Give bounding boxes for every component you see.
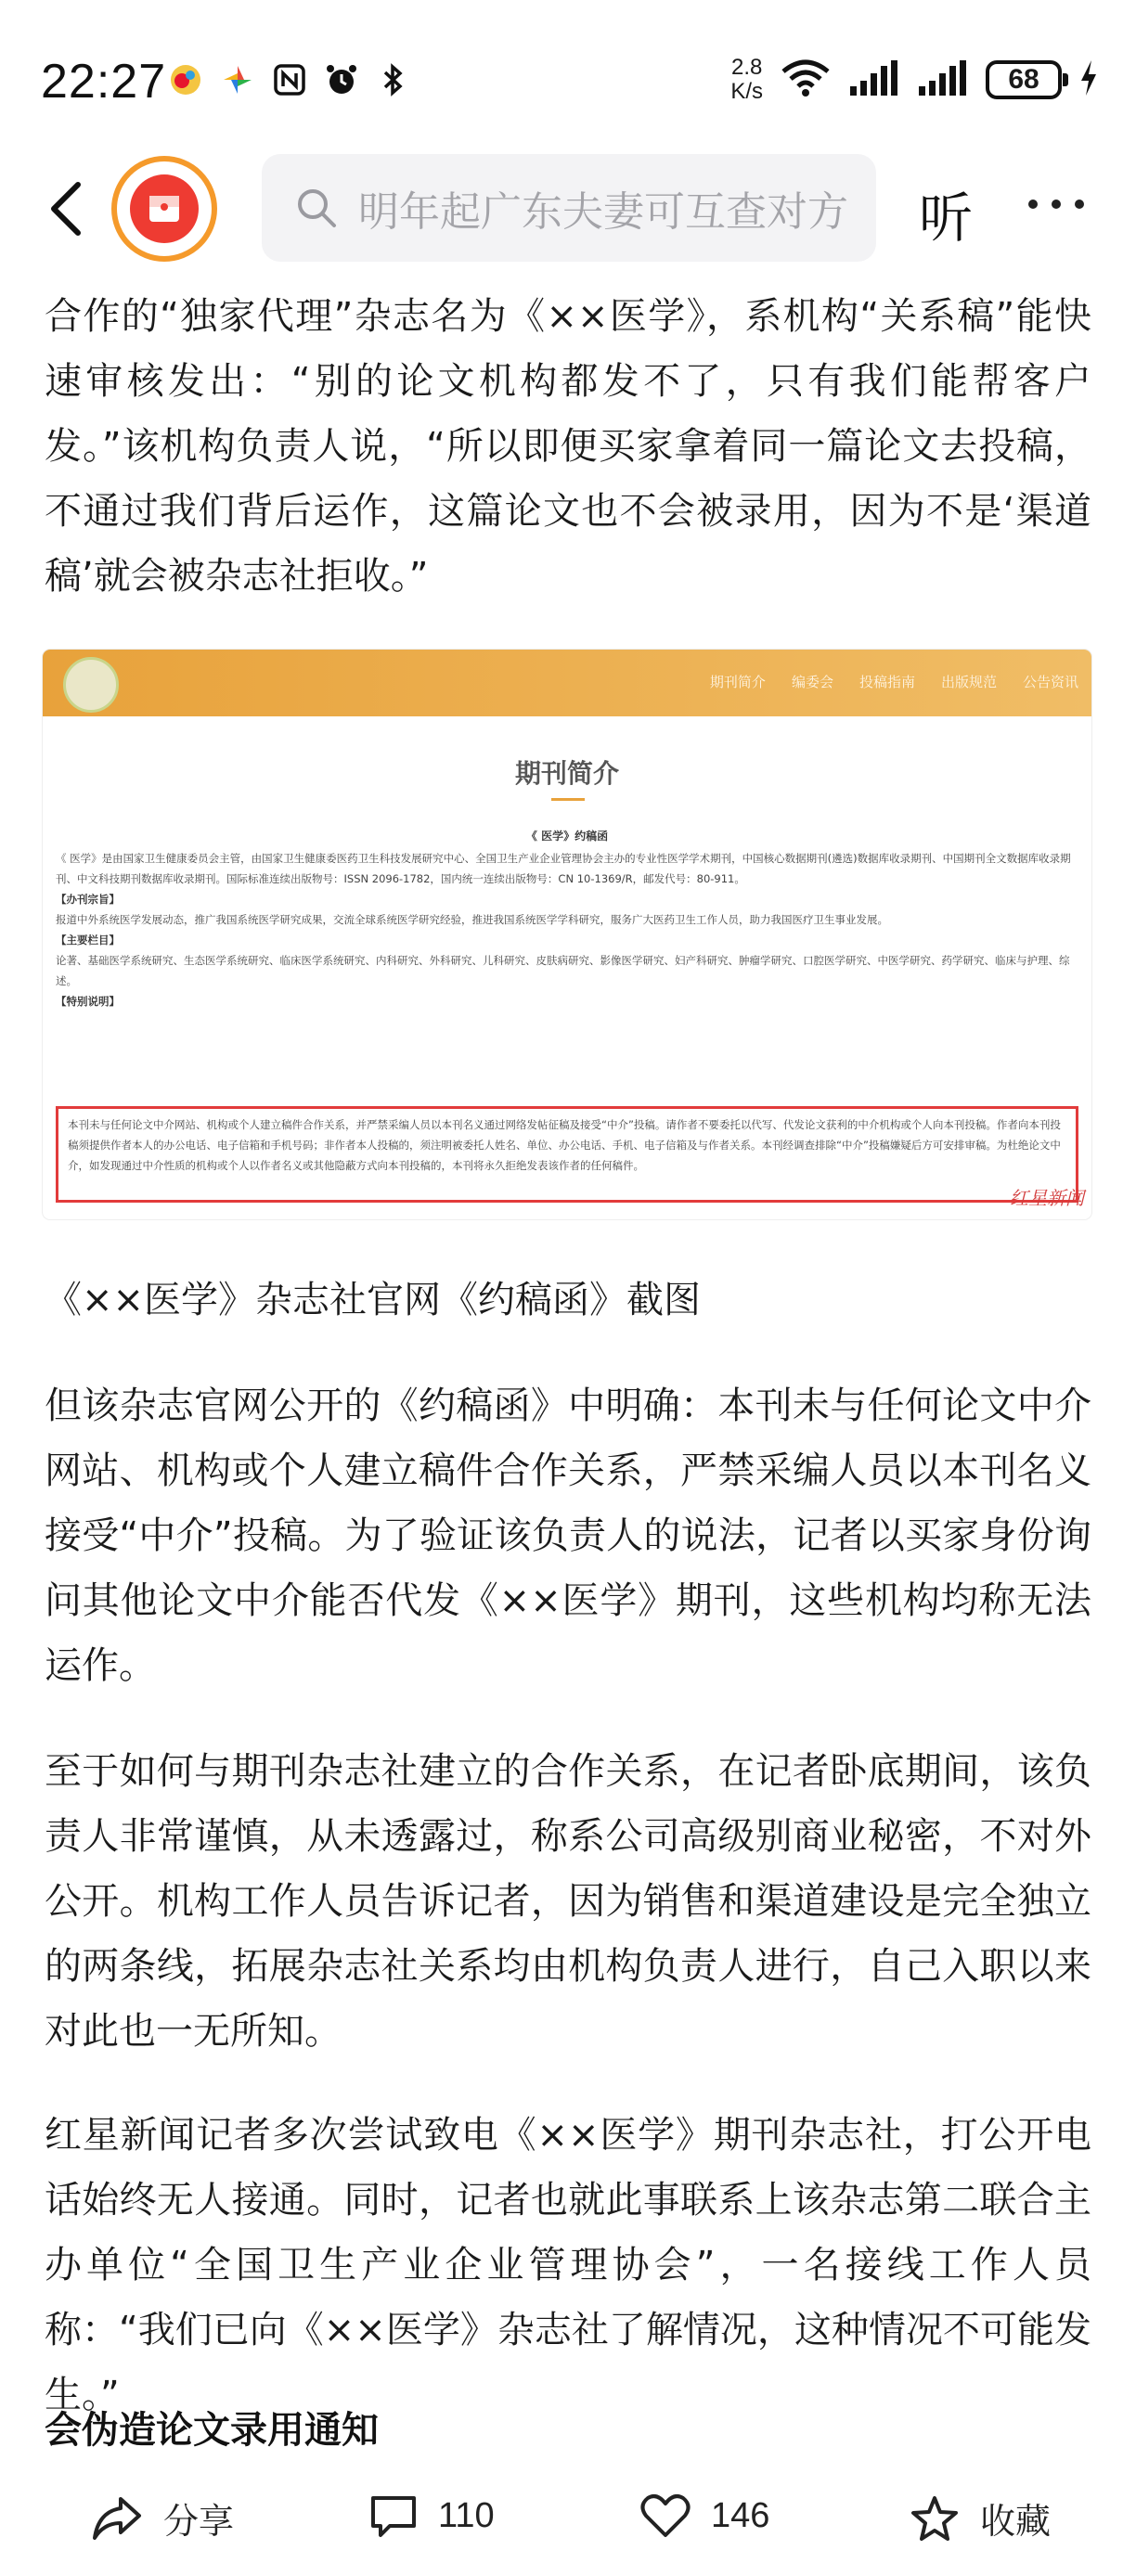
search-placeholder: 明年起广东夫妻可互查对方 (358, 188, 848, 236)
charging-icon (1078, 58, 1099, 101)
favorite-button[interactable] (910, 2492, 1051, 2544)
status-bar (0, 0, 1136, 158)
article-paragraph-4: 红星新闻记者多次尝试致电《××医学》期刊杂志社，打公开电话始终无人接通。同时，记者也就此事联系上该杂志第二联合主办单位“全国卫生产业企业管理协会”，一名接线工作人员称：“我们已向《××医学》杂志社了解情况，这种情况不可能发生。” (45, 2114, 1091, 2416)
article-subheading: 会伪造论文录用通知 (45, 2409, 379, 2452)
weibo-icon (167, 61, 204, 98)
back-button[interactable] (37, 176, 93, 241)
embed-site-nav (710, 672, 1078, 691)
embed-subtitle: 《 医学》约稿函 (525, 830, 609, 843)
favorite-label: 收藏 (980, 2503, 1052, 2542)
embed-section-text: 论著、基础医学系统研究、生态医学系统研究、临床医学系统研究、内科研究、外科研究、儿科研究、皮肤病研究、影像医学研究、妇产科研究、肿瘤学研究、口腔医学研究、中医学研究、药学研究、临床与护理、综述。 (56, 954, 1070, 987)
article-paragraph-2: 但该杂志官网公开的《约稿函》中明确：本刊未与任何论文中介网站、机构或个人建立稿件合作关系，严禁采编人员以本刊名义接受“中介”投稿。为了验证该负责人的说法，记者以买家身份询问其他论文中介能否代发《××医学》期刊，这些机构均称无法运作。 (45, 1385, 1091, 1687)
wifi-icon (780, 58, 832, 101)
share-icon (91, 2495, 143, 2542)
network-speed-value: 2.8 (730, 55, 763, 80)
embed-nav-item: 投稿指南 (858, 674, 915, 690)
heart-icon (640, 2492, 691, 2539)
app-pinwheel-icon (219, 61, 256, 98)
article-image[interactable] (43, 650, 1091, 1219)
search-icon (295, 187, 338, 229)
battery-level: 68 (1008, 64, 1039, 95)
more-dot-icon (1028, 200, 1038, 209)
embed-watermark: 红星新闻 (1010, 1187, 1084, 1209)
embed-intro: 《 医学》是由国家卫生健康委员会主管，由国家卫生健康委医药卫生科技发展研究中心、全国卫生产业企业管理协会主办的专业性医学学术期刊，中国核心数据期刊(遴选)数据库收录期刊、中国期刊全文数据库收录期刊、中文科技期刊数据库收录期刊。国际标准连续出版物号：ISSN 2096-1782，国内统一连续出版物号：CN 10-1369/R，邮发代号：80-911。 (56, 852, 1071, 885)
status-time: 22:27 (41, 55, 167, 109)
embed-title-underline (551, 798, 585, 801)
embed-section-heading: 【主要栏目】 (56, 934, 120, 947)
share-label: 分享 (163, 2503, 235, 2542)
embed-section-heading: 【特别说明】 (56, 995, 120, 1008)
embed-section-heading: 【办刊宗旨】 (56, 893, 120, 906)
embed-site-header (43, 650, 1091, 716)
share-button[interactable] (91, 2492, 234, 2544)
network-speed-unit: K/s (730, 79, 763, 104)
signal-icon-sim1 (848, 58, 900, 101)
status-system-icons (730, 56, 1099, 104)
embed-nav-item: 编委会 (791, 674, 833, 690)
app-logo-icon (130, 174, 199, 243)
signal-icon-sim2 (917, 58, 969, 101)
image-caption: 《××医学》杂志社官网《约稿函》截图 (45, 1279, 702, 1321)
more-dot-icon (1052, 200, 1061, 209)
article-paragraph-1: 合作的“独家代理”杂志名为《××医学》，系机构“关系稿”能快速审核发出：“别的论文机构都发不了，只有我们能帮客户发。”该机构负责人说，“所以即便买家拿着同一篇论文去投稿，不通过我们背后运作，这篇论文也不会被录用，因为不是‘渠道稿’就会被杂志社拒收。” (45, 295, 1091, 598)
journal-logo (63, 657, 119, 713)
embed-title: 期刊简介 (514, 758, 619, 789)
embed-nav-item: 公告资讯 (1022, 674, 1078, 690)
embed-nav-item: 出版规范 (940, 674, 997, 690)
status-notification-icons (167, 61, 412, 98)
bluetooth-icon (375, 61, 412, 98)
nfc-icon (271, 61, 308, 98)
embed-body (56, 848, 1077, 1011)
article-paragraph-3: 至于如何与期刊杂志社建立的合作关系，在记者卧底期间，该负责人非常谨慎，从未透露过，称系公司高级别商业秘密，不对外公开。机构工作人员告诉记者，因为销售和渠道建设是完全独立的两条线，拓展杂志社关系均由机构负责人进行，自己入职以来对此也一无所知。 (45, 1750, 1091, 2053)
more-dot-icon (1075, 200, 1084, 209)
comment-button[interactable] (369, 2492, 495, 2539)
more-options-button[interactable] (1028, 176, 1084, 232)
bottom-action-bar (0, 2468, 1136, 2576)
star-icon (910, 2494, 960, 2543)
listen-button[interactable]: 听 (919, 187, 974, 250)
alarm-icon (323, 61, 360, 98)
chevron-left-icon (46, 179, 84, 238)
top-nav-bar (0, 148, 1136, 269)
network-speed (730, 56, 763, 104)
app-logo[interactable] (111, 156, 217, 262)
comment-count: 110 (438, 2495, 495, 2535)
comment-icon (369, 2492, 418, 2539)
like-count: 146 (711, 2495, 770, 2535)
search-bar[interactable] (262, 154, 876, 262)
like-button[interactable] (640, 2492, 769, 2539)
battery-indicator (986, 60, 1062, 99)
embed-nav-item: 期刊简介 (709, 674, 766, 690)
embed-section-text: 报道中外系统医学发展动态，推广我国系统医学研究成果，交流全球系统医学研究经验，推进我国系统医学学科研究，服务广大医药卫生工作人员，助力我国医疗卫生事业发展。 (56, 913, 888, 926)
embed-highlight-box: 本刊未与任何论文中介网站、机构或个人建立稿件合作关系，并严禁采编人员以本刊名义通过网络发帖征稿及接受“中介”投稿。请作者不要委托以代写、代发论文获利的中介机构或个人向本刊投稿。作者向本刊投稿须提供作者本人的办公电话、电子信箱和手机号码；非作者本人投稿的，须注明被委托人姓名、单位、办公电话、手机、电子信箱及与作者关系。本刊经调查排除“中介”投稿嫌疑后方可安排审稿。为杜绝论文中介，如发现通过中介性质的机构或个人以作者名义或其他隐蔽方式向本刊投稿的，本刊将永久拒绝发表该作者的任何稿件。 (56, 1106, 1078, 1203)
